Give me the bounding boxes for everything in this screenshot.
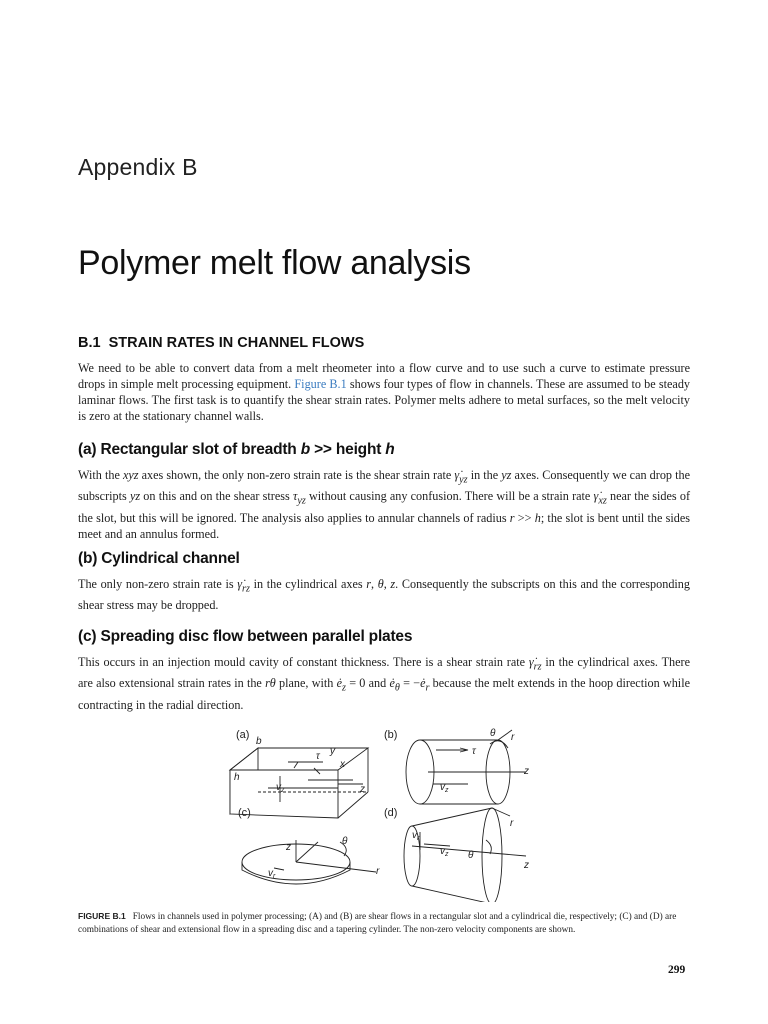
label-tau-b: τ xyxy=(472,746,476,757)
panel-c-disc xyxy=(242,840,376,884)
subsection-a-paragraph: With the xyz axes shown, the only non-zero strain rate is the shear strain rate $\gammȧ_{yz}$ in the yz axes. Consequently we can drop the subscripts yz on this and on the shear stress $\tau_{yz}$ without causing any confusion. There will be a strain rate $\gammȧ_{xz}$ near the sides of the slot, but this will be ignored. The analysis also applies to annular channels of radius r >> h; the slot is bent until the sides meet and an annulus formed. xyxy=(78,468,690,541)
subsection-a-prefix: (a) Rectangular slot of breadth xyxy=(78,441,301,458)
intro-text-1: We need to be able to convert data from a melt rheometer into a flow curve and to use such a curve to estimate pressure drops in simple melt processing equipment. xyxy=(78,361,690,391)
label-z-b: z xyxy=(524,766,529,777)
label-z-d: z xyxy=(524,860,529,871)
label-vr-d: $v_r$ xyxy=(412,830,420,842)
label-vz-b: $v_z$ xyxy=(440,782,449,794)
label-h: h xyxy=(234,772,240,783)
label-theta-c: θ xyxy=(342,836,348,847)
figure-b1 xyxy=(228,722,548,902)
subsection-c-heading: (c) Spreading disc flow between parallel plates xyxy=(78,628,413,645)
figure-caption-text: Flows in channels used in polymer processing; (A) and (B) are shear flows in a rectangular slot and a cylindrical die, respectively; (C) and (D) are combinations of shear and extensional flow in a spreading disc and a tapering cylinder. The non-zero velocity components are shown. xyxy=(78,912,677,935)
subsection-c-paragraph: This occurs in an injection mould cavity of constant thickness. There is a shear strain rate $\gammȧ_{rz}$ in the cylindrical axes. There are also extensional strain rates in the rθ plane, with $ė_z = 0$ and $ė_\theta$ = $-ė_r$ because the melt extends in the hoop direction while contracting in the radial direction. xyxy=(78,655,690,712)
label-r-d: r xyxy=(510,818,514,829)
panel-c-label: (c) xyxy=(238,807,251,819)
label-vr-c: $v_r$ xyxy=(268,868,276,880)
page-number: 299 xyxy=(668,964,686,976)
label-x: x xyxy=(340,759,345,770)
figure-link[interactable]: Figure B.1 xyxy=(294,377,347,391)
panel-b-cylinder xyxy=(406,730,526,804)
subsection-a-b: b xyxy=(300,441,310,458)
label-r-b: r xyxy=(511,732,515,743)
subsection-b-paragraph: The only non-zero strain rate is $\gammȧ_{rz}$ in the cylindrical axes r, θ, z. Consequently the subscripts on this and the corresponding shear stress may be dropped. xyxy=(78,577,690,613)
label-vz-d: $v_z$ xyxy=(440,846,449,858)
section-heading xyxy=(78,335,364,351)
label-r-c: r xyxy=(376,866,380,877)
subsection-b-heading: (b) Cylindrical channel xyxy=(78,550,240,567)
chapter-title: Polymer melt flow analysis xyxy=(78,244,471,282)
figure-caption xyxy=(78,910,690,937)
appendix-label: Appendix B xyxy=(78,154,198,180)
label-theta-b: θ xyxy=(490,728,496,739)
label-tau-a: τ xyxy=(316,751,320,762)
figure-caption-label: FIGURE B.1 xyxy=(78,911,126,921)
panel-d-label: (d) xyxy=(384,807,398,819)
panel-b-label: (b) xyxy=(384,729,398,741)
label-theta-d: θ xyxy=(468,850,474,861)
label-b: b xyxy=(256,736,262,747)
intro-paragraph xyxy=(78,360,690,424)
label-z-c: z xyxy=(286,842,291,853)
label-vz-a: $v_z$ xyxy=(276,782,285,794)
label-z-a: z xyxy=(360,784,365,795)
subsection-a-heading xyxy=(78,441,395,459)
label-y: y xyxy=(330,746,335,757)
section-title: STRAIN RATES IN CHANNEL FLOWS xyxy=(108,335,365,351)
panel-d-cone xyxy=(404,808,526,902)
section-number: B.1 xyxy=(78,335,101,351)
panel-a-label: (a) xyxy=(236,729,250,741)
subsection-a-h: h xyxy=(385,441,395,458)
intro-text-2: shows four types of flow in channels. These are assumed to be steady laminar flows. The first task is to quantify the shear strain rates. Polymer melts adhere to metal surfaces, so the melt velocity is zero at the stationary channel walls. xyxy=(78,377,691,423)
subsection-a-mid: >> height xyxy=(309,441,386,458)
